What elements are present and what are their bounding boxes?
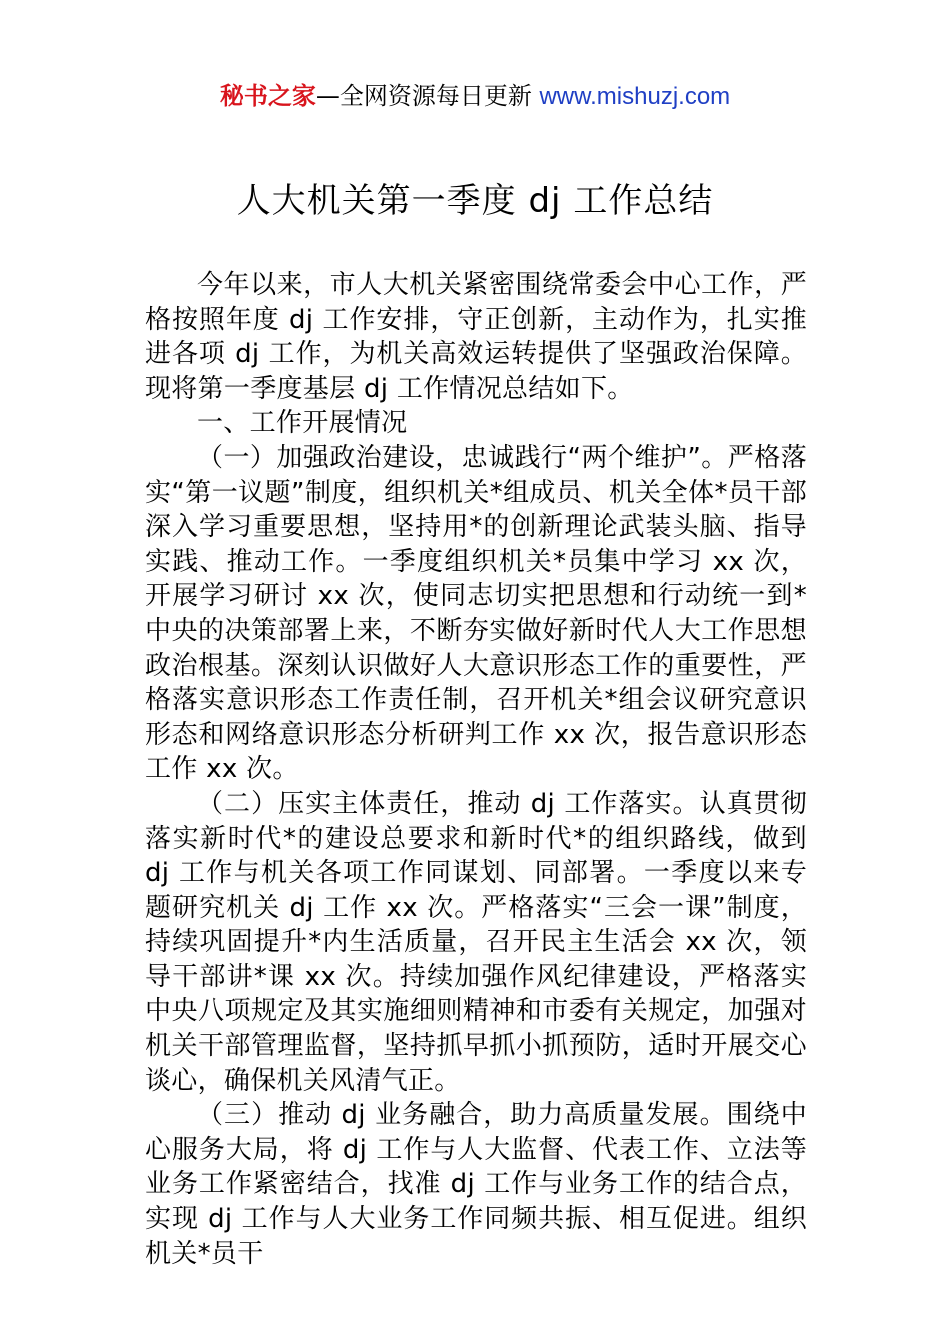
document-title: 人大机关第一季度 dj 工作总结 bbox=[236, 181, 714, 221]
site-url-link[interactable]: www.mishuzj.com bbox=[539, 83, 731, 110]
intro-paragraph: 今年以来，市人大机关紧密围绕常委会中心工作，严格按照年度 dj 工作安排，守正创新，主动作为，扎实推进各项 dj 工作，为机关高效运转提供了坚强政治保障。现将第一季度基层 dj 工作情况总结如下。 bbox=[145, 270, 807, 404]
document-body bbox=[145, 268, 807, 1271]
site-tagline: —全网资源每日更新 bbox=[315, 82, 532, 110]
section-heading: 一、工作开展情况 bbox=[197, 408, 408, 439]
paragraph-political-building: （一）加强政治建设，忠诚践行“两个维护”。严格落实“第一议题”制度，组织机关*组成员、机关全体*员干部深入学习重要思想，坚持用*的创新理论武装头脑、指导实践、推动工作。一季度组织机关*员集中学习 xx 次，开展学习研讨 xx 次，使同志切实把思想和行动统一到*中央的决策部署上来，不断夯实做好新时代人大工作思想政治根基。深刻认识做好人大意识形态工作的重要性，严格落实意识形态工作责任制，召开机关*组会议研究意识形态和网络意识形态分析研判工作 xx 次，报告意识形态工作 xx 次。 bbox=[145, 442, 807, 785]
paragraph-business-integration: （三）推动 dj 业务融合，助力高质量发展。围绕中心服务大局，将 dj 工作与人大监督、代表工作、立法等业务工作紧密结合，找准 dj 工作与业务工作的结合点，实现 dj 工作与人大业务工作同频共振、相互促进。组织机关*员干 bbox=[145, 1100, 807, 1269]
site-brand: 秘书之家 bbox=[219, 82, 316, 110]
site-header bbox=[0, 80, 950, 113]
paragraph-main-responsibility: （二）压实主体责任，推动 dj 工作落实。认真贯彻落实新时代*的建设总要求和新时代*的组织路线，做到 dj 工作与机关各项工作同谋划、同部署。一季度以来专题研究机关 dj 工作 xx 次。严格落实“三会一课”制度，持续巩固提升*内生活质量，召开民主生活会 xx 次，领导干部讲*课 xx 次。持续加强作风纪律建设，严格落实中央八项规定及其实施细则精神和市委有关规定，加强对机关干部管理监督，坚持抓早抓小抓预防，适时开展交心谈心，确保机关风清气正。 bbox=[145, 788, 807, 1096]
